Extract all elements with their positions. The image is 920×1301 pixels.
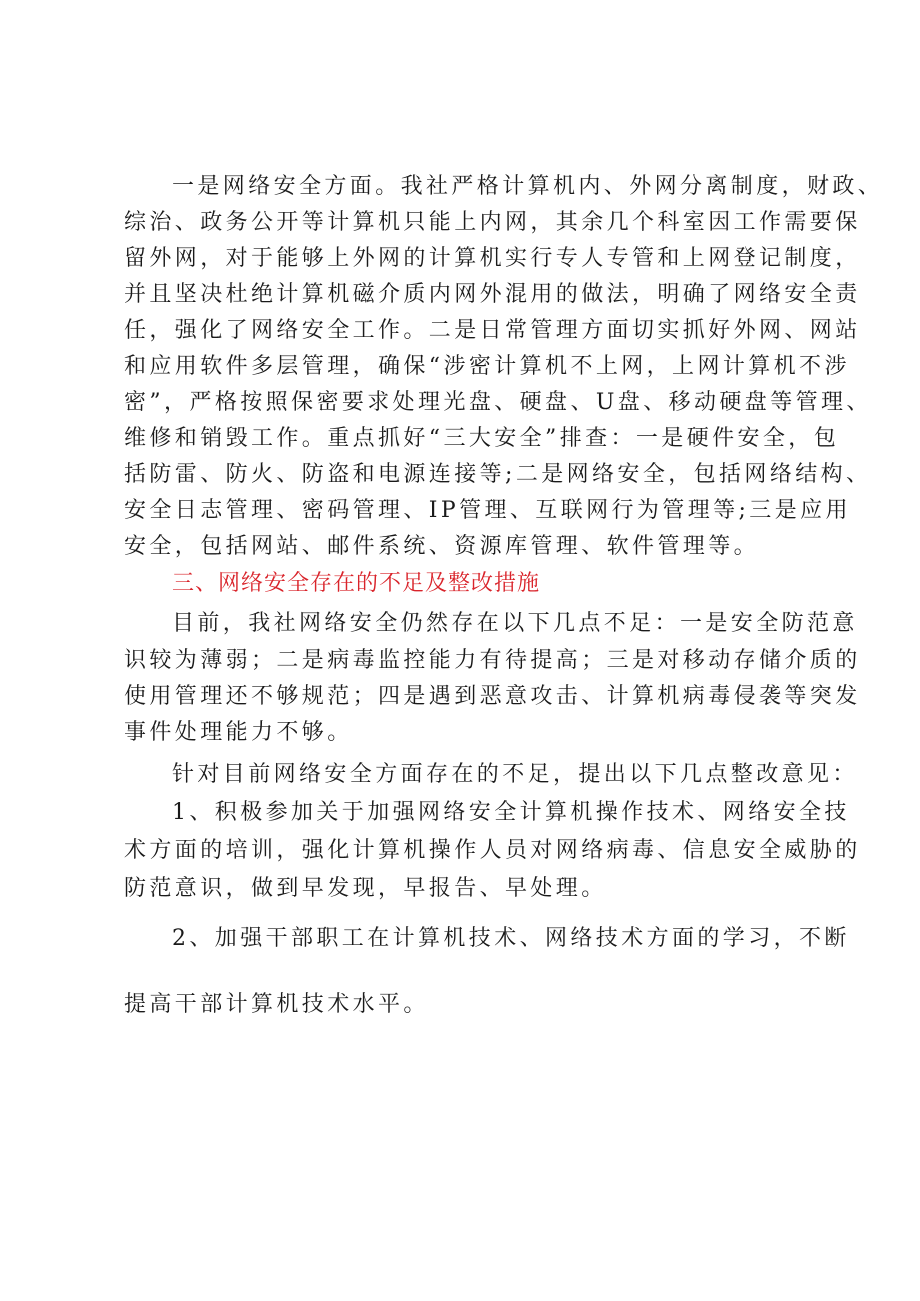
- section-heading: 三、网络安全存在的不足及整改措施: [172, 571, 541, 596]
- list-item-line: 术方面的培训，强化计算机操作人员对网络病毒、信息安全威胁的: [124, 838, 861, 863]
- paragraph-line: 识较为薄弱；二是病毒监控能力有待提高；三是对移动存储介质的: [124, 648, 861, 673]
- paragraph-line: 并且坚决杜绝计算机磁介质内网外混用的做法，明确了网络安全责: [124, 282, 861, 307]
- paragraph-line: 和应用软件多层管理，确保“涉密计算机不上网，上网计算机不涉: [124, 354, 850, 379]
- paragraph-line: 维修和销毁工作。重点抓好“三大安全”排查：一是硬件安全，包: [124, 426, 840, 451]
- paragraph-line: 安全，包括网站、邮件系统、资源库管理、软件管理等。: [124, 534, 760, 559]
- list-item-line: 提高干部计算机技术水平。: [124, 992, 429, 1017]
- paragraph-line: 安全日志管理、密码管理、IP管理、互联网行为管理等;三是应用: [124, 498, 851, 523]
- paragraph-line: 密”，严格按照保密要求处理光盘、硬盘、U盘、移动硬盘等管理、: [124, 390, 872, 415]
- paragraph-line: 使用管理还不够规范；四是遇到恶意攻击、计算机病毒侵袭等突发: [124, 684, 861, 709]
- list-item-line: 防范意识，做到早发现，早报告、早处理。: [124, 876, 607, 901]
- paragraph-line: 目前，我社网络安全仍然存在以下几点不足：一是安全防范意: [172, 611, 858, 636]
- paragraph-line: 任，强化了网络安全工作。二是日常管理方面切实抓好外网、网站: [124, 318, 861, 343]
- list-item-line: 2、加强干部职工在计算机技术、网络技术方面的学习，不断: [172, 926, 850, 951]
- paragraph-line: 针对目前网络安全方面存在的不足，提出以下几点整改意见：: [172, 762, 858, 787]
- paragraph-line: 括防雷、防火、防盗和电源连接等;二是网络安全，包括网络结构、: [124, 462, 872, 487]
- paragraph-line: 留外网，对于能够上外网的计算机实行专人专管和上网登记制度，: [124, 246, 861, 271]
- list-item-line: 1、积极参加关于加强网络安全计算机操作技术、网络安全技: [172, 800, 850, 825]
- paragraph-line: 综治、政务公开等计算机只能上内网，其余几个科室因工作需要保: [124, 210, 861, 235]
- paragraph-line: 事件处理能力不够。: [124, 720, 353, 745]
- paragraph-line: 一是网络安全方面。我社严格计算机内、外网分离制度，财政、: [172, 174, 884, 199]
